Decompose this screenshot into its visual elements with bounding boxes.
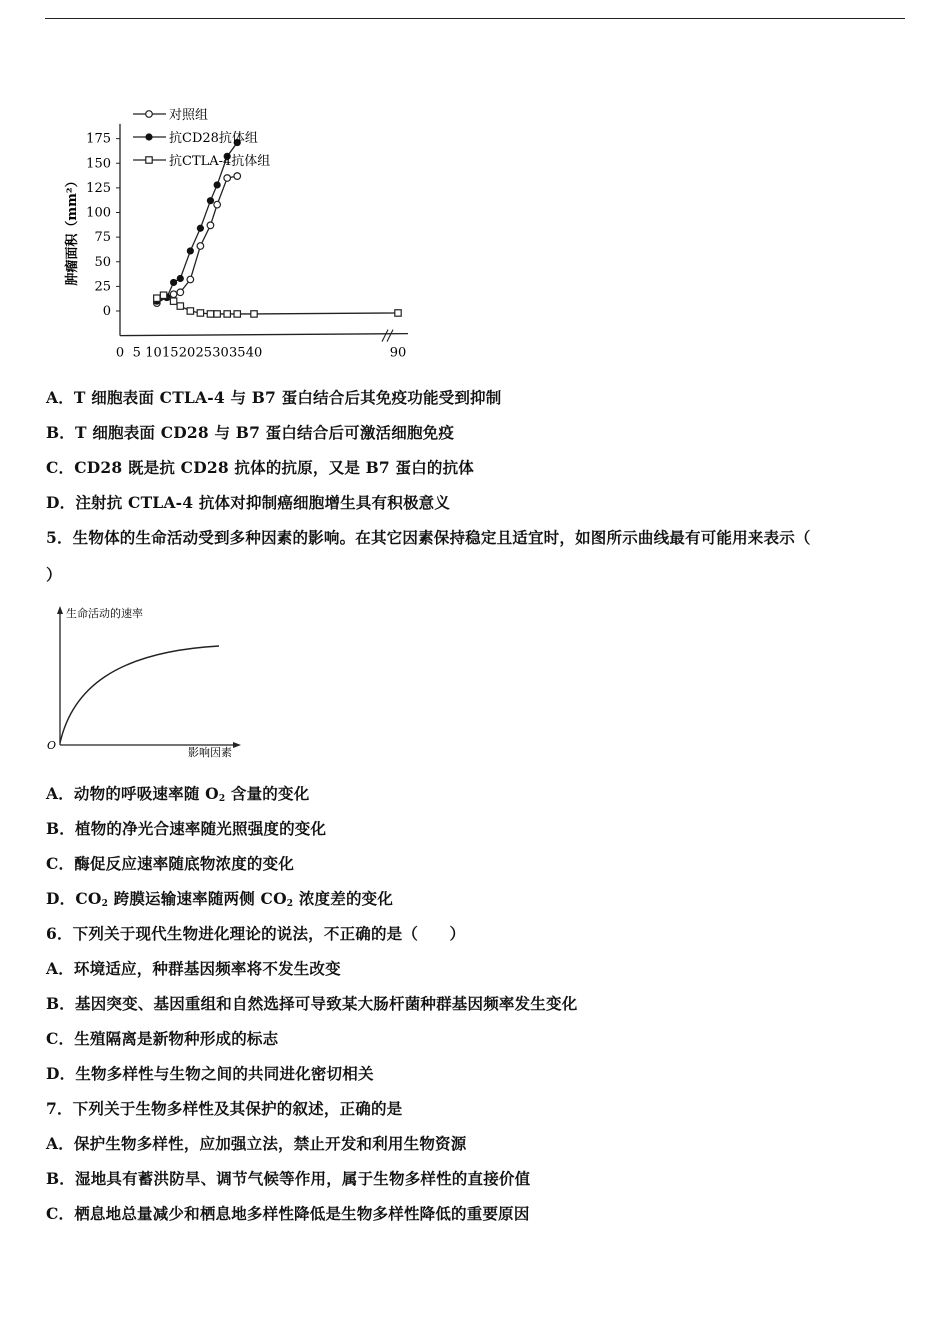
q7-option-a: A．保护生物多样性，应加强立法，禁止开发和利用生物资源 xyxy=(46,1134,467,1153)
data-point xyxy=(224,311,230,317)
y-tick-label: 150 xyxy=(86,156,111,172)
x-axis xyxy=(120,334,408,336)
q5-stem: 5．生物体的生命活动受到多种因素的影响。在其它因素保持稳定且适宜时，如图所示曲线最有可能用来表示（ xyxy=(46,528,811,547)
q6-option-b: B．基因突变、基因重组和自然选择可导致某大肠杆菌种群基因频率发生变化 xyxy=(46,994,578,1013)
data-point xyxy=(187,308,193,314)
y-axis-label: 肿瘤面积（mm²） xyxy=(65,174,80,286)
rate-curve-chart xyxy=(44,600,244,765)
data-point xyxy=(187,276,194,283)
series-0 xyxy=(154,173,241,307)
x-tick-label: 20 xyxy=(178,345,196,360)
data-point xyxy=(146,157,152,163)
data-point xyxy=(160,292,166,298)
data-point xyxy=(395,310,401,316)
q7-stem: 7．下列关于生物多样性及其保护的叙述，正确的是 xyxy=(46,1099,403,1118)
legend-label: 抗CTLA-4抗体组 xyxy=(169,154,271,169)
data-point xyxy=(146,111,153,118)
data-point xyxy=(214,311,220,317)
top-rule xyxy=(45,18,905,19)
tumor-area-chart xyxy=(58,100,428,360)
series-2 xyxy=(154,292,402,317)
data-point xyxy=(197,225,204,232)
x-tick-label: 0 xyxy=(115,345,125,360)
data-point xyxy=(207,311,213,317)
x-axis-label: 影响因素 xyxy=(188,746,232,759)
x-tick-label: 35 xyxy=(228,345,246,360)
x-axis-arrow xyxy=(233,742,241,748)
y-axis-arrow xyxy=(57,606,63,614)
data-point xyxy=(224,175,231,182)
y-tick-label: 75 xyxy=(94,230,111,246)
x-tick-label: 30 xyxy=(212,345,229,360)
x-tick-label: 90 xyxy=(389,345,407,360)
axis-break-mark xyxy=(382,330,388,342)
x-tick-label: 10 xyxy=(145,345,162,360)
q7-option-b: B．湿地具有蓄洪防旱、调节气候等作用，属于生物多样性的直接价值 xyxy=(46,1169,531,1188)
q5-option-c: C．酶促反应速率随底物浓度的变化 xyxy=(46,854,295,873)
legend-label: 抗CD28抗体组 xyxy=(169,131,258,146)
data-point xyxy=(197,243,204,250)
data-point xyxy=(197,310,203,316)
y-tick-label: 175 xyxy=(86,131,111,147)
y-tick-label: 100 xyxy=(86,205,111,221)
data-point xyxy=(170,298,176,304)
data-point xyxy=(207,222,214,229)
q5-option-d: D．$CO_2$ 跨膜运输速率随两侧 $CO_2$ 浓度差的变化 xyxy=(46,889,394,909)
series-line xyxy=(157,176,237,303)
x-tick-label: 5 xyxy=(132,345,141,360)
y-tick-label: 25 xyxy=(94,279,111,295)
legend-label: 对照组 xyxy=(169,108,209,123)
data-point xyxy=(145,133,152,140)
data-point xyxy=(207,197,214,204)
data-point xyxy=(170,279,177,286)
q6-stem: 6．下列关于现代生物进化理论的说法，不正确的是（ ） xyxy=(46,924,466,943)
data-point xyxy=(154,295,160,301)
data-point xyxy=(187,247,194,254)
y-axis-label: 生命活动的速率 xyxy=(66,607,143,620)
saturation-curve xyxy=(60,646,219,743)
q4-option-b: B．T 细胞表面 CD28 与 B7 蛋白结合后可激活细胞免疫 xyxy=(46,423,455,442)
data-point xyxy=(251,311,257,317)
y-tick-label: 125 xyxy=(86,180,111,196)
data-point xyxy=(214,181,221,188)
x-tick-label: 40 xyxy=(245,345,263,360)
y-tick-label: 0 xyxy=(102,304,111,319)
q4-option-a: A．T 细胞表面 CTLA-4 与 B7 蛋白结合后其免疫功能受到抑制 xyxy=(46,388,502,407)
q6-option-a: A．环境适应，种群基因频率将不发生改变 xyxy=(46,959,341,978)
origin-label: O xyxy=(47,739,57,752)
q4-option-d: D．注射抗 CTLA-4 抗体对抑制癌细胞增生具有积极意义 xyxy=(46,493,451,512)
q6-option-c: C．生殖隔离是新物种形成的标志 xyxy=(46,1029,279,1048)
q7-option-c: C．栖息地总量减少和栖息地多样性降低是生物多样性降低的重要原因 xyxy=(46,1204,530,1223)
q5-stem-close: ） xyxy=(46,565,62,584)
axis-break-mark xyxy=(387,330,393,342)
x-tick-label: 25 xyxy=(195,345,213,360)
q5-option-a: A．动物的呼吸速率随 $O_2$ 含量的变化 xyxy=(46,784,310,804)
q4-option-c: C．CD28 既是抗 CD28 抗体的抗原，又是 B7 蛋白的抗体 xyxy=(46,458,474,477)
x-tick-label: 15 xyxy=(161,345,179,360)
q6-option-d: D．生物多样性与生物之间的共同进化密切相关 xyxy=(46,1064,374,1083)
data-point xyxy=(170,291,177,298)
q5-option-b: B．植物的净光合速率随光照强度的变化 xyxy=(46,819,327,838)
chart-legend xyxy=(133,107,270,169)
data-point xyxy=(177,275,184,282)
y-tick-label: 50 xyxy=(94,254,111,270)
data-point xyxy=(177,289,184,296)
data-point xyxy=(234,311,240,317)
data-point xyxy=(234,173,241,180)
data-point xyxy=(177,303,183,309)
data-point xyxy=(214,201,221,208)
